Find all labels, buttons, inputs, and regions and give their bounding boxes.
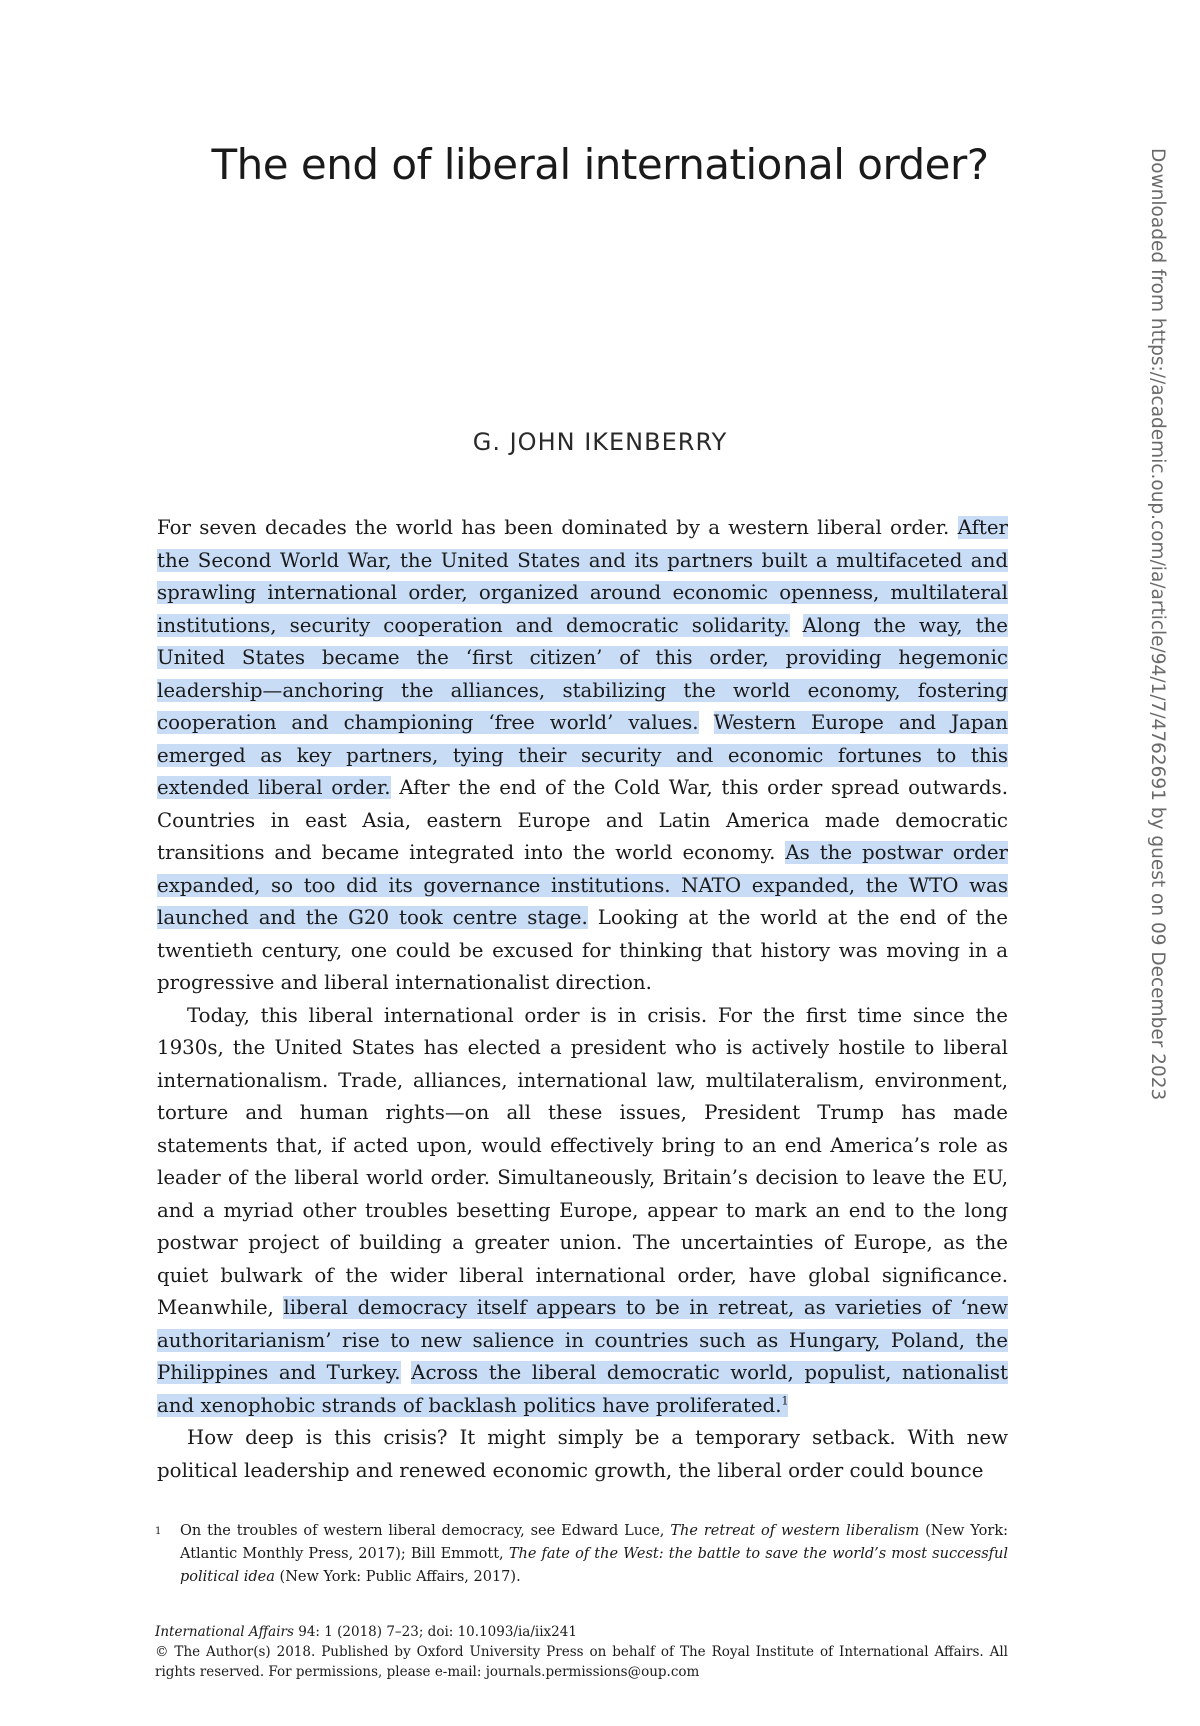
book-title: The retreat of western liberalism — [670, 1523, 920, 1539]
copyright-notice: © The Author(s) 2018. Published by Oxford University Press on behalf of The Royal Institute of International Affairs. All rights reserved. For permissions, please e-mail: journals.permissions@oup.com — [155, 1644, 1008, 1680]
sentence: Looking at the world at the end of the twentieth century, one could be excused for thinking that history was moving in a progressive and liberal internationalist direction. — [157, 906, 1008, 994]
download-watermark: Downloaded from https://academic.oup.com/ia/article/94/1/7/4762691 by guest on 09 December 2023 — [1147, 148, 1168, 1101]
article-body — [157, 512, 1008, 1487]
journal-citation — [155, 1622, 1008, 1642]
journal-info — [155, 1622, 1008, 1682]
footnote-number: 1 — [155, 1526, 162, 1537]
sentence-text: Across the liberal democratic world, populist, nationalist and xenophobic strands of backlash politics have proliferated. — [157, 1361, 1008, 1417]
paragraph-3 — [157, 1422, 1008, 1487]
footnote-1 — [155, 1520, 1008, 1589]
highlighted-sentence[interactable]: Western Europe and Japan emerged as key partners, tying their security and economic fortunes to this extended liberal order. — [157, 711, 1008, 799]
author-name: G. JOHN IKENBERRY — [472, 428, 728, 456]
sentence: For seven decades the world has been dominated by a western liberal order. — [157, 516, 950, 539]
highlighted-sentence[interactable]: liberal democracy itself appears to be in retreat, as varieties of ‘new authoritarianism’ rise to new salience in countries such as Hungary, Poland, the Philippines and Turkey. — [157, 1296, 1008, 1384]
footnote-text — [180, 1520, 1008, 1589]
highlighted-sentence[interactable]: As the postwar order expanded, so too did its governance institutions. NATO expanded, the WTO was launched and the G20 took centre stage. — [157, 841, 1008, 929]
footnote-segment: (New York: Public Affairs, 2017). — [279, 1569, 521, 1585]
journal-name: International Affairs — [155, 1624, 294, 1640]
footnote-segment: (New York: Atlantic Monthly Press, 2017); Bill Emmott, — [180, 1523, 1009, 1562]
footnote-segment: On the troubles of western liberal democracy, see Edward Luce, — [180, 1523, 665, 1539]
sentence: Today, this liberal international order is in crisis. For the first time since the 1930s, the United States has elected a president who is actively hostile to liberal internationalism. Trade, alliances, international law, multilateralism, environment, torture and human rights—on all these issues, President Trump has made statements that, if acted upon, would effectively bring to an end America’s role as leader of the liberal world order. Simultaneously, Britain’s decision to leave the EU, and a myriad other troubles besetting Europe, appear to mark an end to the long postwar project of building a greater union. The uncertainties of Europe, as the quiet bulwark of the wider liberal international order, have global significance. Meanwhile, — [157, 1003, 1008, 1319]
footnote-reference[interactable]: 1 — [781, 1393, 789, 1407]
sentence: How deep is this crisis? It might simply be a temporary setback. With new political leadership and renewed economic growth, the liberal order could bounce — [157, 1426, 1008, 1482]
book-title: The fate of the West: the battle to save the world’s most successful political idea — [180, 1546, 1009, 1585]
highlighted-sentence[interactable]: Along the way, the United States became the ‘first citizen’ of this order, providing hegemonic leadership—anchoring the alliances, stabilizing the world economy, fostering cooperation and championing ‘free world’ values. — [157, 613, 1008, 734]
highlighted-sentence[interactable]: After the Second World War, the United States and its partners built a multifaceted and sprawling international order, organized around economic openness, multilateral institutions, security cooperation and democratic solidarity. — [157, 516, 1008, 637]
article-title: The end of liberal international order? — [211, 140, 989, 189]
paragraph-2 — [157, 1000, 1008, 1423]
doi-line[interactable]: 94: 1 (2018) 7–23; doi: 10.1093/ia/iix241 — [298, 1624, 577, 1640]
sentence: After the end of the Cold War, this order spread outwards. Countries in east Asia, eastern Europe and Latin America made democratic transitions and became integrated into the world economy. — [157, 776, 1008, 864]
paragraph-1 — [157, 512, 1008, 1000]
